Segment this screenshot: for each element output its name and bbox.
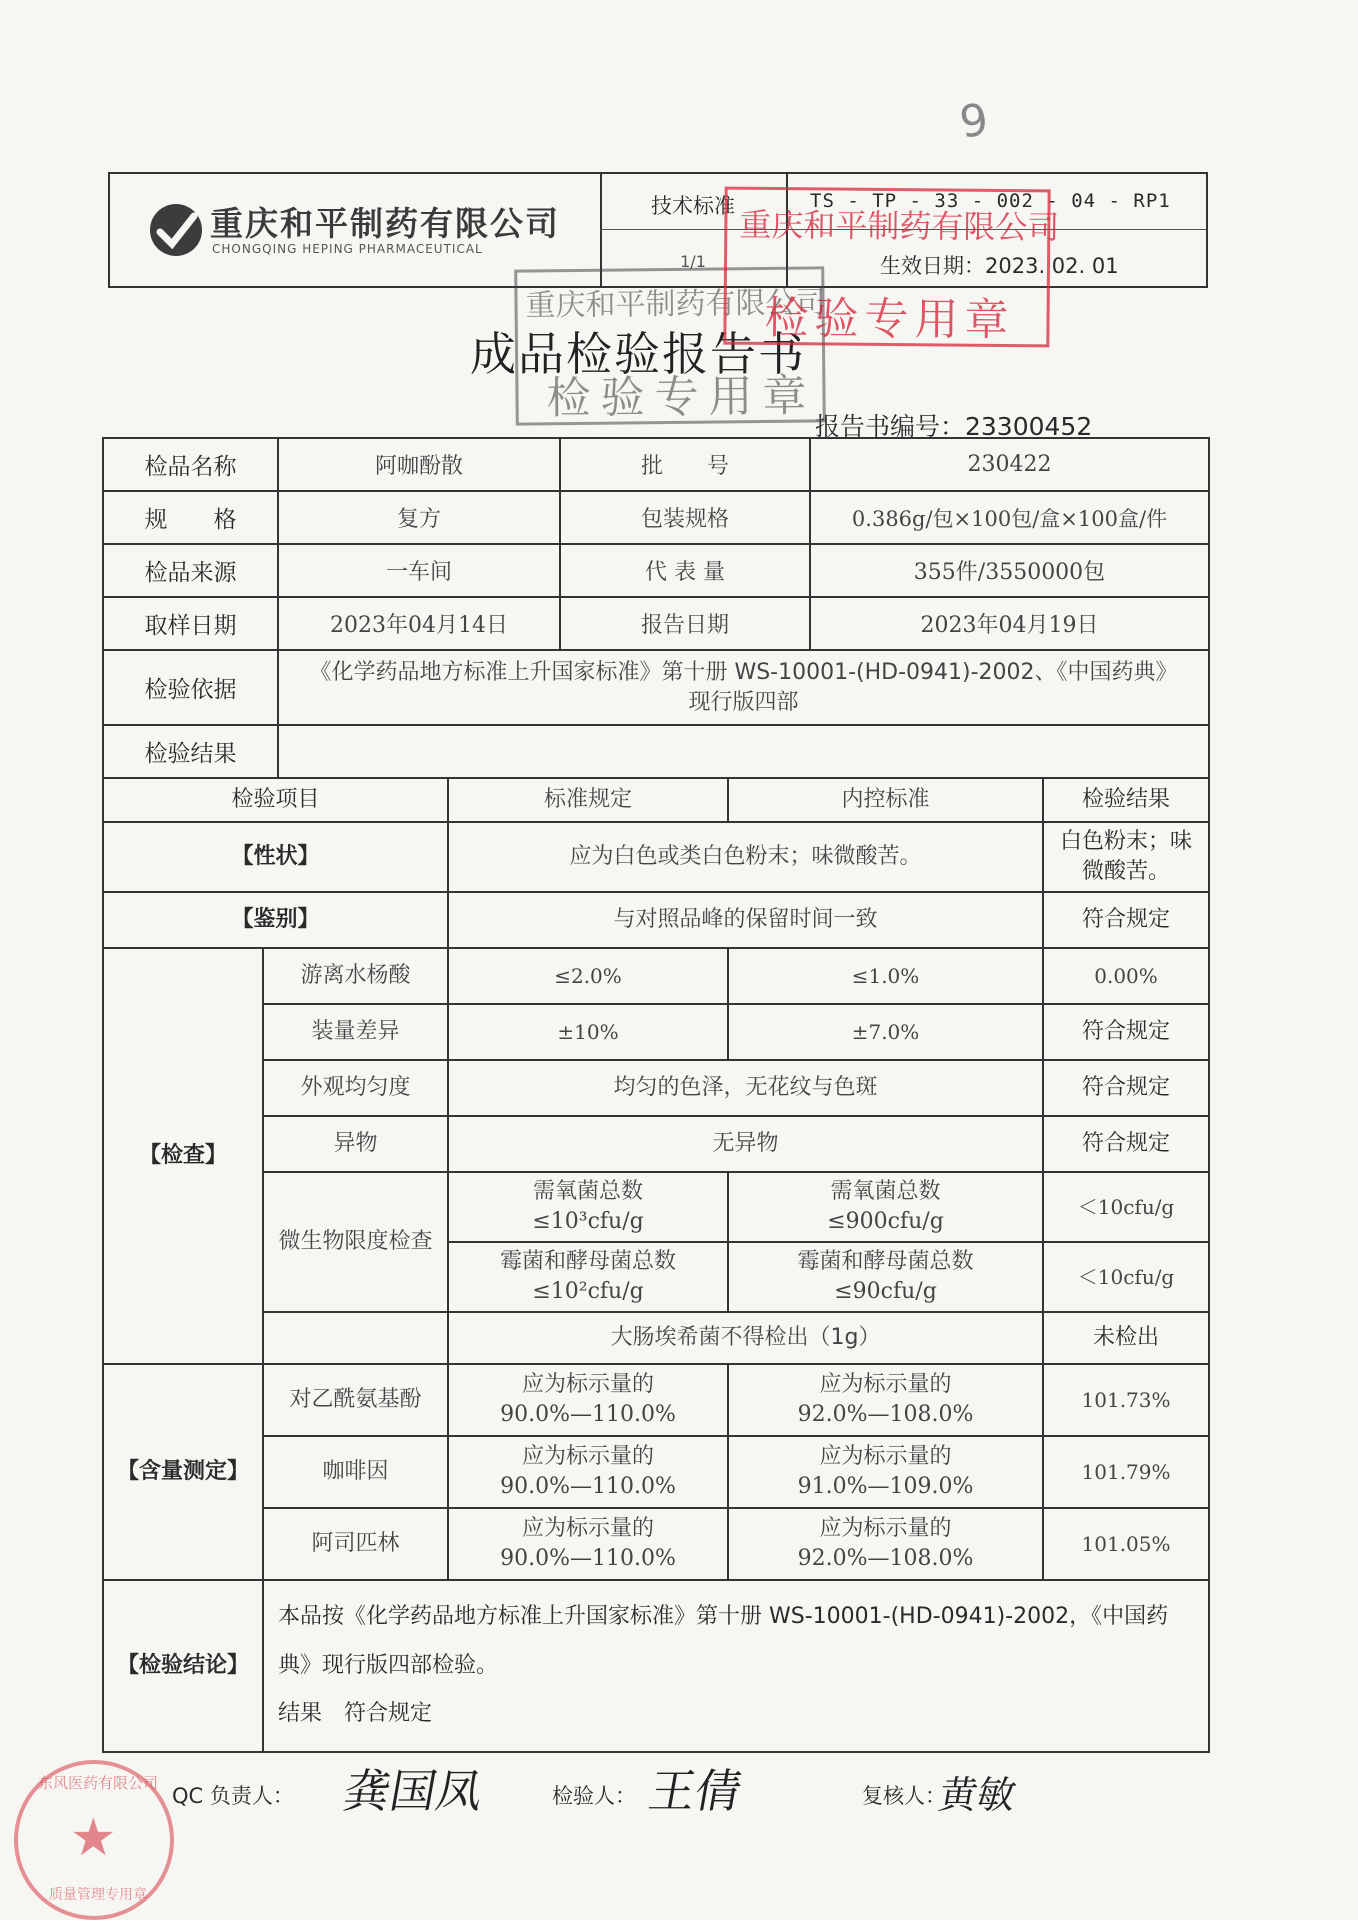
foreign-matter-standard: 无异物 — [448, 1116, 1043, 1172]
pack-label: 包装规格 — [560, 491, 810, 544]
qc-label: QC 负责人： — [172, 1784, 294, 1808]
spec-value: 复方 — [278, 491, 560, 544]
document-code: TS - TP - 33 - 002 - 04 - RP1 — [810, 190, 1171, 212]
paracetamol-internal-range: 92.0%—108.0% — [797, 1402, 974, 1427]
mold-internal — [728, 1242, 1043, 1312]
microbial-empty-cell — [263, 1312, 448, 1364]
company-english-name: CHONGQING HEPING PHARMACEUTICAL — [212, 242, 483, 256]
col-result-header: 检验结果 — [1043, 778, 1209, 822]
aspirin-internal-label: 应为标示量的 — [819, 1516, 952, 1542]
aspirin-name: 阿司匹林 — [263, 1508, 448, 1580]
mold-standard — [448, 1242, 728, 1312]
page-indicator: 1/1 — [680, 252, 706, 271]
uniformity-standard: 均匀的色泽，无花纹与色斑 — [448, 1060, 1043, 1116]
ecoli-result: 未检出 — [1043, 1312, 1209, 1364]
weight-variation-standard: ±10% — [448, 1004, 728, 1060]
product-info-table — [102, 437, 1210, 779]
basis-line-1: 《化学药品地方标准上升国家标准》第十册 WS-10001-(HD-0941)-2002、《中国药典》 — [309, 659, 1178, 685]
paracetamol-internal — [728, 1364, 1043, 1436]
aerobic-standard-label: 需氧菌总数 — [533, 1179, 644, 1205]
foreign-matter-result: 符合规定 — [1043, 1116, 1209, 1172]
identification-category: 【鉴别】 — [103, 892, 448, 948]
aerobic-result: ＜10cfu/g — [1043, 1172, 1209, 1242]
stamp-company-text: 重庆和平制药有限公司 — [525, 285, 826, 324]
table-row — [103, 725, 1209, 778]
table-row — [103, 1580, 1209, 1752]
caffeine-standard — [448, 1436, 728, 1508]
result-value-empty — [278, 725, 1209, 778]
weight-variation-internal: ±7.0% — [728, 1004, 1043, 1060]
foreign-matter-name: 异物 — [263, 1116, 448, 1172]
aspirin-internal — [728, 1508, 1043, 1580]
caffeine-internal-label: 应为标示量的 — [819, 1444, 952, 1470]
sample-date-label: 取样日期 — [103, 597, 278, 650]
conclusion-line-3: 结果 符合规定 — [278, 1701, 433, 1727]
table-row — [103, 1436, 1209, 1508]
appearance-category: 【性状】 — [103, 822, 448, 892]
spec-label: 规 格 — [103, 491, 278, 544]
paracetamol-standard-range: 90.0%—110.0% — [500, 1402, 676, 1427]
qc-signature: 龚国凤 — [339, 1764, 488, 1818]
weight-variation-result: 符合规定 — [1043, 1004, 1209, 1060]
tech-standard-label: 技术标准 — [651, 194, 735, 218]
paracetamol-standard-label: 应为标示量的 — [522, 1372, 655, 1398]
result-label: 检验结果 — [103, 725, 278, 778]
uniformity-name: 外观均匀度 — [263, 1060, 448, 1116]
aerobic-internal-label: 需氧菌总数 — [830, 1179, 941, 1205]
table-row — [103, 1312, 1209, 1364]
caffeine-standard-range: 90.0%—110.0% — [500, 1474, 676, 1499]
table-row — [103, 491, 1209, 544]
table-row — [103, 1060, 1209, 1116]
stamp-company-text: 重庆和平制药有限公司 — [739, 205, 1060, 247]
aerobic-internal — [728, 1172, 1043, 1242]
company-name: 重庆和平制药有限公司 — [210, 204, 560, 243]
stamp-purpose-text: 检验专用章 — [546, 370, 817, 425]
free-salicylic-result: 0.00% — [1043, 948, 1209, 1004]
conclusion-text — [263, 1580, 1209, 1752]
inspector-label: 检验人： — [552, 1784, 636, 1808]
test-results-table — [102, 777, 1210, 1753]
caffeine-name: 咖啡因 — [263, 1436, 448, 1508]
caffeine-standard-label: 应为标示量的 — [522, 1444, 655, 1470]
report-title: 成品检验报告书 — [470, 327, 806, 381]
table-row — [103, 1364, 1209, 1436]
round-stamp-purpose: 质量管理专用章 — [49, 1887, 147, 1903]
basis-line-2: 现行版四部 — [688, 689, 799, 715]
paracetamol-standard — [448, 1364, 728, 1436]
assay-category: 【含量测定】 — [103, 1364, 263, 1580]
conclusion-category: 【检验结论】 — [103, 1580, 263, 1752]
appearance-standard: 应为白色或类白色粉末；味微酸苦。 — [448, 822, 1043, 892]
weight-variation-name: 装量差异 — [263, 1004, 448, 1060]
col-item-header: 检验项目 — [103, 778, 448, 822]
identification-standard: 与对照品峰的保留时间一致 — [448, 892, 1043, 948]
free-salicylic-standard: ≤2.0% — [448, 948, 728, 1004]
col-standard-header: 标准规定 — [448, 778, 728, 822]
quality-management-round-stamp — [14, 1760, 174, 1920]
table-header-row — [103, 778, 1209, 822]
table-row — [103, 1508, 1209, 1580]
mold-internal-limit: ≤90cfu/g — [834, 1279, 937, 1304]
pack-value: 0.386g/包×100包/盒×100盒/件 — [810, 491, 1209, 544]
name-label: 检品名称 — [103, 438, 278, 491]
effective-date: 生效日期：2023. 02. 01 — [880, 254, 1119, 278]
aspirin-standard — [448, 1508, 728, 1580]
conclusion-line-1: 本品按《化学药品地方标准上升国家标准》第十册 WS-10001-(HD-0941)-2002，《中国药 — [278, 1604, 1169, 1630]
caffeine-result: 101.79% — [1043, 1436, 1209, 1508]
free-salicylic-name: 游离水杨酸 — [263, 948, 448, 1004]
basis-label: 检验依据 — [103, 650, 278, 725]
source-value: 一车间 — [278, 544, 560, 597]
stamp-purpose-text: 检验专用章 — [764, 292, 1015, 347]
aerobic-standard-limit: ≤10³cfu/g — [532, 1209, 644, 1234]
col-internal-header: 内控标准 — [728, 778, 1043, 822]
paracetamol-name: 对乙酰氨基酚 — [263, 1364, 448, 1436]
table-row — [103, 650, 1209, 725]
conclusion-line-2: 典》现行版四部检验。 — [278, 1652, 499, 1678]
batch-value: 230422 — [810, 438, 1209, 491]
name-value: 阿咖酚散 — [278, 438, 560, 491]
uniformity-result: 符合规定 — [1043, 1060, 1209, 1116]
table-row — [103, 1004, 1209, 1060]
inspector-signature: 王倩 — [644, 1764, 747, 1818]
aspirin-standard-label: 应为标示量的 — [522, 1516, 655, 1542]
table-row — [103, 544, 1209, 597]
batch-label: 批 号 — [560, 438, 810, 491]
round-stamp-company: 东风医药有限公司 — [37, 1774, 158, 1792]
aspirin-standard-range: 90.0%—110.0% — [500, 1546, 676, 1571]
mold-internal-label: 霉菌和酵母菌总数 — [797, 1249, 974, 1275]
table-row — [103, 438, 1209, 491]
caffeine-internal-range: 91.0%—109.0% — [797, 1474, 974, 1499]
report-number: 报告书编号：23300452 — [815, 412, 1093, 441]
source-label: 检品来源 — [103, 544, 278, 597]
table-row — [103, 597, 1209, 650]
aerobic-internal-limit: ≤900cfu/g — [827, 1209, 944, 1234]
identification-result: 符合规定 — [1043, 892, 1209, 948]
inspection-stamp-red — [723, 187, 1060, 348]
report-date-value: 2023年04月19日 — [810, 597, 1209, 650]
handwritten-page-mark: 9 — [956, 94, 992, 149]
table-row — [103, 1116, 1209, 1172]
aspirin-internal-range: 92.0%—108.0% — [797, 1546, 974, 1571]
table-row — [103, 822, 1209, 892]
microbial-limit-name: 微生物限度检查 — [263, 1172, 448, 1312]
free-salicylic-internal: ≤1.0% — [728, 948, 1043, 1004]
quantity-value: 355件/3550000包 — [810, 544, 1209, 597]
reviewer-signature: 黄敏 — [935, 1773, 1020, 1817]
mold-standard-limit: ≤10²cfu/g — [532, 1279, 644, 1304]
basis-value — [278, 650, 1209, 725]
paracetamol-result: 101.73% — [1043, 1364, 1209, 1436]
caffeine-internal — [728, 1436, 1043, 1508]
appearance-result: 白色粉末；味微酸苦。 — [1043, 822, 1209, 892]
aerobic-standard — [448, 1172, 728, 1242]
table-row — [103, 948, 1209, 1004]
mold-result: ＜10cfu/g — [1043, 1242, 1209, 1312]
ecoli-standard: 大肠埃希菌不得检出（1g） — [448, 1312, 1043, 1364]
inspection-category: 【检查】 — [103, 948, 263, 1364]
table-row — [103, 1172, 1209, 1242]
company-logo-icon — [148, 202, 204, 258]
quantity-label: 代 表 量 — [560, 544, 810, 597]
reviewer-label: 复核人： — [862, 1784, 946, 1808]
paracetamol-internal-label: 应为标示量的 — [819, 1372, 952, 1398]
sample-date-value: 2023年04月14日 — [278, 597, 560, 650]
aspirin-result: 101.05% — [1043, 1508, 1209, 1580]
star-icon: ★ — [70, 1808, 117, 1868]
mold-standard-label: 霉菌和酵母菌总数 — [500, 1249, 677, 1275]
table-row — [103, 892, 1209, 948]
report-date-label: 报告日期 — [560, 597, 810, 650]
